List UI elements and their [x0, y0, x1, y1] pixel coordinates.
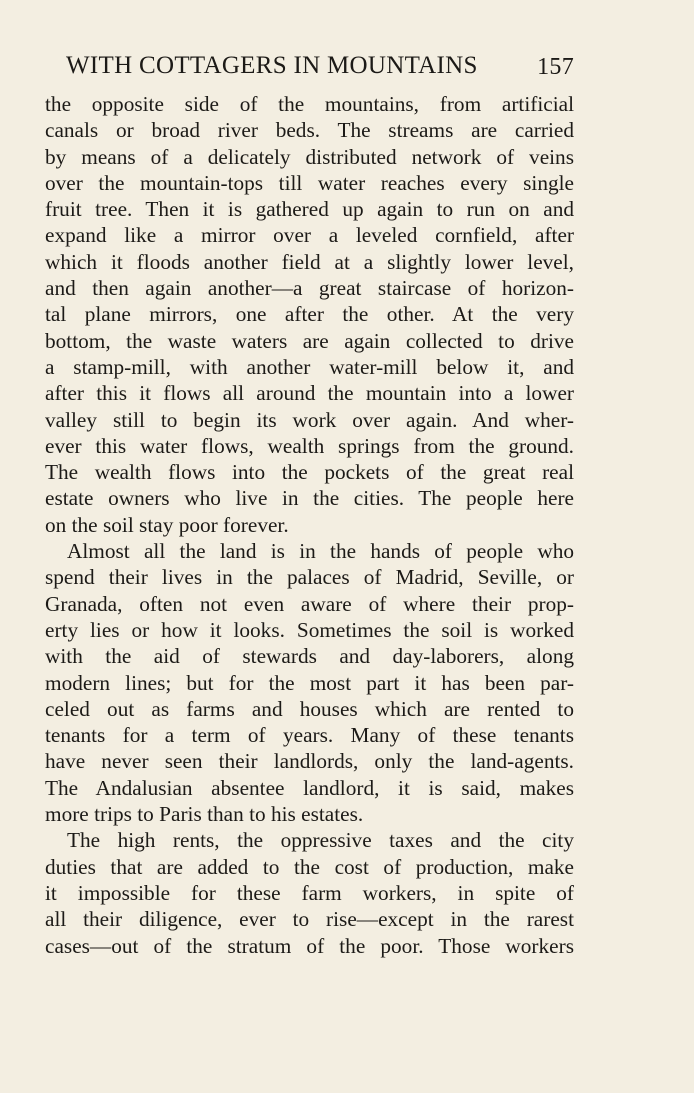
text-line: the opposite side of the mountains, from artificial [45, 92, 574, 116]
text-line: celed out as farms and houses which are rented to [45, 696, 574, 721]
running-head [66, 52, 576, 84]
text-line: have never seen their landlords, only the land-agents. [45, 749, 574, 774]
page-number: 157 [537, 54, 574, 80]
text-line: cases—out of the stratum of the poor. Those workers [45, 933, 574, 958]
text-line: on the soil stay poor forever. [45, 512, 289, 537]
text-line: The Andalusian absentee landlord, it is said, makes [45, 775, 574, 800]
text-line: ever this water flows, wealth springs from the ground. [45, 433, 574, 458]
text-line: canals or broad river beds. The streams are carried [45, 118, 574, 143]
text-line: The high rents, the oppressive taxes and the city [67, 828, 574, 853]
running-head-title: WITH COTTAGERS IN MOUNTAINS [66, 52, 478, 79]
body-text [45, 91, 574, 959]
text-line: over the mountain-tops till water reaches every single [45, 170, 574, 195]
text-line: duties that are added to the cost of production, make [45, 854, 574, 879]
text-line: spend their lives in the palaces of Madrid, Seville, or [45, 565, 574, 590]
text-line: expand like a mirror over a leveled cornfield, after [45, 223, 574, 248]
text-line: Almost all the land is in the hands of people who [67, 539, 574, 564]
text-line: valley still to begin its work over again. And wher- [45, 407, 574, 432]
text-line: fruit tree. Then it is gathered up again to run on and [45, 197, 574, 222]
text-line: Granada, often not even aware of where their prop- [45, 591, 574, 616]
text-line: tal plane mirrors, one after the other. At the very [45, 302, 574, 327]
text-line: all their diligence, ever to rise—except in the rarest [45, 907, 574, 932]
text-line: by means of a delicately distributed network of veins [45, 144, 574, 169]
text-line: it impossible for these farm workers, in spite of [45, 880, 574, 905]
text-line: with the aid of stewards and day-laborers, along [45, 644, 574, 669]
paragraph [45, 538, 574, 827]
text-line: and then again another—a great staircase of horizon- [45, 276, 574, 301]
text-line: a stamp-mill, with another water-mill below it, and [45, 354, 574, 379]
text-line: more trips to Paris than to his estates. [45, 802, 364, 827]
text-line: tenants for a term of years. Many of these tenants [45, 723, 574, 748]
text-line: after this it flows all around the mountain into a lower [45, 381, 574, 406]
paragraph [45, 91, 574, 538]
text-line: The wealth flows into the pockets of the great real [45, 460, 574, 485]
text-line: which it floods another field at a slightly lower level, [45, 249, 574, 274]
text-line: erty lies or how it looks. Sometimes the soil is worked [45, 617, 574, 642]
text-line: estate owners who live in the cities. The people here [45, 486, 574, 511]
paragraph [45, 827, 574, 958]
text-line: bottom, the waste waters are again collected to drive [45, 328, 574, 353]
text-line: modern lines; but for the most part it has been par- [45, 670, 574, 695]
